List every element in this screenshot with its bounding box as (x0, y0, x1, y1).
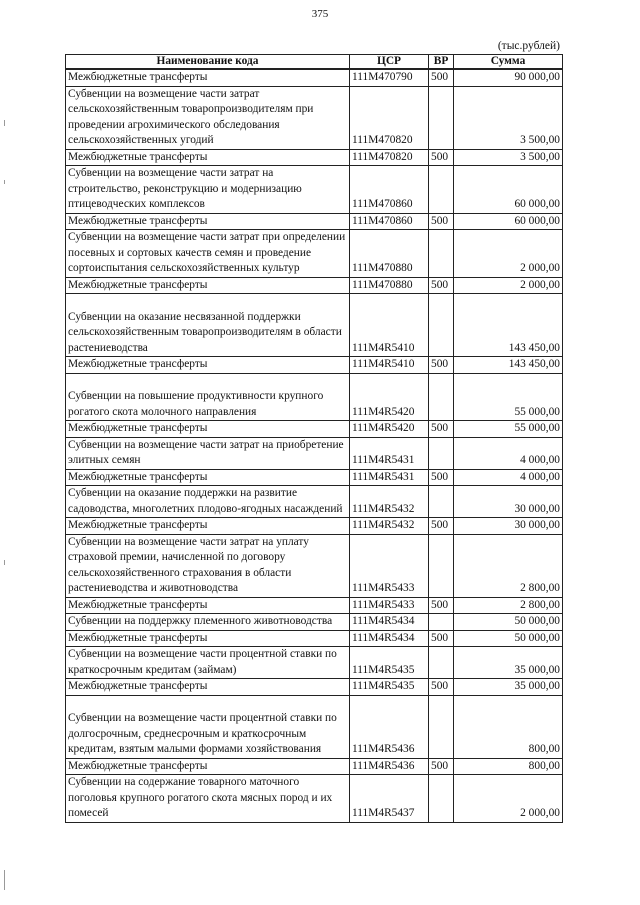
row-vr (429, 373, 454, 421)
table-row (66, 373, 563, 421)
row-sum: 2 800,00 (454, 597, 563, 614)
row-sum: 50 000,00 (454, 614, 563, 631)
row-name: Субвенции на возмещение части затрат на строительство, реконструкцию и модернизацию птицеводческих комплексов (66, 166, 350, 214)
row-vr: 500 (429, 758, 454, 775)
row-name-text: Субвенции на повышение продуктивности крупного рогатого скота молочного направления (68, 390, 324, 418)
row-name: Межбюджетные трансферты (66, 597, 350, 614)
row-csr: 111М470820 (350, 149, 429, 166)
row-name: Субвенции на возмещение части процентной ставки по краткосрочным кредитам (займам) (66, 647, 350, 679)
row-vr (429, 614, 454, 631)
row-csr: 111М4R5435 (350, 647, 429, 679)
row-spacer (68, 294, 347, 310)
margin-mark (4, 560, 5, 565)
table-row (66, 647, 563, 679)
row-name: Межбюджетные трансферты (66, 69, 350, 86)
table-row (66, 775, 563, 823)
units-label: (тыс.рублей) (497, 40, 560, 52)
row-csr: 111М4R5432 (350, 486, 429, 518)
row-sum: 4 000,00 (454, 437, 563, 469)
row-csr: 111М470880 (350, 230, 429, 278)
row-spacer (68, 696, 347, 712)
table-header-row (66, 55, 563, 70)
row-vr (429, 775, 454, 823)
budget-table (65, 54, 563, 823)
row-vr (429, 230, 454, 278)
row-name: Субвенции на возмещение части затрат сельскохозяйственным товаропроизводителям при проведении агрохимического обследования сельскохозяйственных угодий (66, 86, 350, 149)
row-name: Межбюджетные трансферты (66, 421, 350, 438)
row-sum: 2 000,00 (454, 277, 563, 294)
row-sum: 55 000,00 (454, 373, 563, 421)
row-sum: 143 450,00 (454, 294, 563, 357)
header-vr: ВР (429, 55, 454, 70)
row-spacer (68, 374, 347, 390)
row-sum: 55 000,00 (454, 421, 563, 438)
row-sum: 30 000,00 (454, 518, 563, 535)
table-row (66, 695, 563, 758)
row-csr: 111М4R5420 (350, 373, 429, 421)
table-row (66, 518, 563, 535)
table-row (66, 469, 563, 486)
row-name (66, 373, 350, 421)
row-name: Субвенции на возмещение части затрат на приобретение элитных семян (66, 437, 350, 469)
row-csr: 111М470860 (350, 213, 429, 230)
row-sum: 2 800,00 (454, 534, 563, 597)
table-row (66, 277, 563, 294)
header-sum: Сумма (454, 55, 563, 70)
row-name: Межбюджетные трансферты (66, 149, 350, 166)
header-name: Наименование кода (66, 55, 350, 70)
row-vr: 500 (429, 149, 454, 166)
row-vr: 500 (429, 69, 454, 86)
row-sum: 800,00 (454, 758, 563, 775)
table-row (66, 486, 563, 518)
table-row (66, 614, 563, 631)
row-sum: 90 000,00 (454, 69, 563, 86)
row-csr: 111М4R5410 (350, 357, 429, 374)
row-name (66, 294, 350, 357)
table-row (66, 597, 563, 614)
row-vr (429, 166, 454, 214)
row-sum: 35 000,00 (454, 679, 563, 696)
header-csr: ЦСР (350, 55, 429, 70)
margin-mark (4, 180, 5, 184)
row-csr: 111М4R5436 (350, 758, 429, 775)
row-sum: 60 000,00 (454, 213, 563, 230)
row-vr (429, 294, 454, 357)
row-name: Межбюджетные трансферты (66, 213, 350, 230)
row-name: Субвенции на содержание товарного маточного поголовья крупного рогатого скота мясных пород и их помесей (66, 775, 350, 823)
margin-mark (4, 120, 5, 126)
table-row (66, 421, 563, 438)
row-name: Субвенции на оказание поддержки на развитие садоводства, многолетних плодово-ягодных насаждений (66, 486, 350, 518)
row-vr: 500 (429, 630, 454, 647)
table-row (66, 149, 563, 166)
table-row (66, 294, 563, 357)
row-csr: 111М4R5432 (350, 518, 429, 535)
row-sum: 60 000,00 (454, 166, 563, 214)
row-csr: 111М470880 (350, 277, 429, 294)
row-csr: 111М4R5431 (350, 469, 429, 486)
row-vr: 500 (429, 679, 454, 696)
row-vr (429, 86, 454, 149)
row-csr: 111М4R5431 (350, 437, 429, 469)
row-csr: 111М4R5433 (350, 534, 429, 597)
table-row (66, 437, 563, 469)
row-sum: 30 000,00 (454, 486, 563, 518)
row-name: Межбюджетные трансферты (66, 277, 350, 294)
row-csr: 111М4R5434 (350, 614, 429, 631)
row-vr: 500 (429, 469, 454, 486)
row-name: Субвенции на поддержку племенного животноводства (66, 614, 350, 631)
table-row (66, 69, 563, 86)
row-vr: 500 (429, 357, 454, 374)
row-csr: 111М4R5434 (350, 630, 429, 647)
row-csr: 111М470820 (350, 86, 429, 149)
row-sum: 3 500,00 (454, 86, 563, 149)
table-row (66, 758, 563, 775)
row-vr: 500 (429, 277, 454, 294)
table-row (66, 86, 563, 149)
row-csr: 111М470860 (350, 166, 429, 214)
row-csr: 111М470790 (350, 69, 429, 86)
table-row (66, 534, 563, 597)
row-csr: 111М4R5410 (350, 294, 429, 357)
page-number: 375 (311, 8, 329, 20)
row-csr: 111М4R5433 (350, 597, 429, 614)
row-vr (429, 534, 454, 597)
row-sum: 35 000,00 (454, 647, 563, 679)
table-row (66, 213, 563, 230)
row-csr: 111М4R5436 (350, 695, 429, 758)
row-name: Межбюджетные трансферты (66, 679, 350, 696)
row-name-text: Субвенции на возмещение части процентной ставки по долгосрочным, среднесрочным и краткосрочным кредитам, взятым малыми формами хозяйствования (68, 712, 337, 755)
row-name-text: Субвенции на оказание несвязанной поддержки сельскохозяйственным товаропроизводителям в области растениеводства (68, 310, 342, 354)
margin-mark (4, 870, 5, 890)
row-name: Межбюджетные трансферты (66, 758, 350, 775)
row-name: Межбюджетные трансферты (66, 630, 350, 647)
table-row (66, 230, 563, 278)
row-name: Субвенции на возмещение части затрат на уплату страховой премии, начисленной по договору сельскохозяйственного страхования в области растениеводства и животноводства (66, 534, 350, 597)
row-vr: 500 (429, 421, 454, 438)
row-name (66, 695, 350, 758)
row-sum: 800,00 (454, 695, 563, 758)
row-csr: 111М4R5435 (350, 679, 429, 696)
row-name: Субвенции на возмещение части затрат при определении посевных и сортовых качеств семян и проведение сортоиспытания сельскохозяйственных культур (66, 230, 350, 278)
row-vr: 500 (429, 597, 454, 614)
table-row (66, 357, 563, 374)
row-name: Межбюджетные трансферты (66, 357, 350, 374)
row-vr: 500 (429, 518, 454, 535)
row-sum: 2 000,00 (454, 775, 563, 823)
row-vr (429, 437, 454, 469)
row-vr: 500 (429, 213, 454, 230)
row-vr (429, 486, 454, 518)
table-row (66, 166, 563, 214)
row-sum: 3 500,00 (454, 149, 563, 166)
row-sum: 50 000,00 (454, 630, 563, 647)
table-row (66, 679, 563, 696)
table-row (66, 630, 563, 647)
row-vr (429, 647, 454, 679)
row-csr: 111М4R5437 (350, 775, 429, 823)
row-sum: 4 000,00 (454, 469, 563, 486)
row-sum: 2 000,00 (454, 230, 563, 278)
row-vr (429, 695, 454, 758)
row-sum: 143 450,00 (454, 357, 563, 374)
row-name: Межбюджетные трансферты (66, 469, 350, 486)
row-csr: 111М4R5420 (350, 421, 429, 438)
row-name: Межбюджетные трансферты (66, 518, 350, 535)
